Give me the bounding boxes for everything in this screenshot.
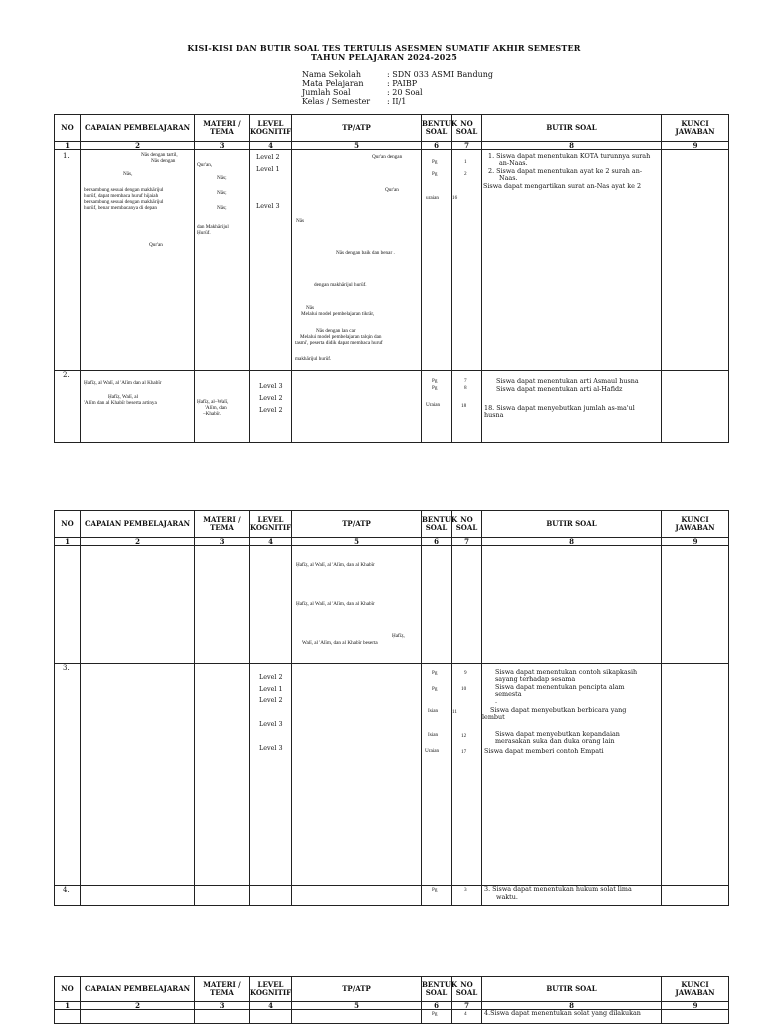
tp-text: makhārijul hurūf. [295,356,332,362]
nosoal-cell [452,546,482,664]
level-cell [250,886,292,906]
level-text: Level 3 [259,744,283,752]
nosoal-text: 11 [452,709,457,715]
butir-text: 1. Siswa dapat menentukan KOTA turunnya surah [488,152,651,160]
header-nosoal: NO SOAL [452,115,482,142]
row-number: 2. [63,371,70,379]
materi-text: Ḥurūf. [197,230,211,236]
column-number: 6 [422,142,452,150]
meta-value: : II/1 [387,97,407,106]
nosoal-text: 12 [461,733,467,739]
meta-label: Jumlah Soal [302,88,351,97]
tp-text: Ḥafīẓ, al Walī, al 'Alīm, dan al Khabīr [296,601,375,607]
bentuk-text: Pg [432,887,438,893]
header-tp: TP/ATP [292,115,422,142]
bentuk-cell [422,886,452,906]
tp-text: Nās dengan baik dan benar . [336,250,395,256]
tp-text: tasmi', peserta didik dapat membaca huruf [295,340,383,346]
nosoal-text: 8 [464,385,467,391]
butir-text: Siswa dapat menentukan arti al-Hafidz [496,385,623,393]
tp-text: Ḥafīẓ, [392,633,405,639]
materi-text: Nās; [217,190,227,196]
column-number: 6 [422,538,452,546]
header-level: LEVEL KOGNITIF [250,115,292,142]
row-number: 1. [63,152,70,160]
row-number: 4. [63,886,70,894]
capaian-cell [81,886,195,906]
row-number-cell [55,371,81,443]
column-number: 7 [452,1002,482,1010]
bentuk-cell [422,664,452,886]
butir-text: 18. Siswa dapat menyebutkan jumlah as-ma'ul [484,404,635,412]
tp-text: Melalui model pembelajaran talqin dan [300,334,382,340]
butir-text: Siswa dapat menyebutkan berbicara yang [490,706,627,714]
butir-cell [482,664,662,886]
materi-text: Ḥafīẓ, al–Walī, [197,399,229,405]
tp-cell [292,371,422,443]
materi-text: dan Makhārijul [197,224,229,230]
column-number: 1 [55,1002,81,1010]
column-number: 7 [452,142,482,150]
row-number-cell [55,546,81,664]
kisi-kisi-table-3 [54,976,729,1024]
tp-text: Nās [306,305,315,311]
bentuk-text: Pg [432,1011,438,1017]
level-cell [250,150,292,371]
nosoal-text: 18 [461,403,467,409]
header-tp: TP/ATP [292,977,422,1002]
tp-text: Qur'an [385,187,399,193]
header-bentuk: BENTUK SOAL [422,977,452,1002]
meta-value: : 20 Soal [387,88,423,97]
nosoal-text: 10 [461,686,467,692]
column-number: 1 [55,142,81,150]
header-materi: MATERI / TEMA [195,511,250,538]
cp-text: Nās dengan [151,158,176,164]
butir-text: an-Naas. [499,159,528,167]
butir-cell [482,1010,662,1024]
table-row [55,886,729,906]
level-cell [250,664,292,886]
column-number: 2 [81,538,195,546]
nosoal-text: 7 [464,378,467,384]
column-number: 9 [662,142,729,150]
row-number: 3. [63,664,70,672]
cp-text: 'Alīm dan al Khabīr beserta artinya [84,400,157,406]
header-bentuk: BENTUK SOAL [422,511,452,538]
level-cell [250,546,292,664]
header-materi: MATERI / TEMA [195,977,250,1002]
tp-text: Melalui model pembelajaran tikrār, [301,311,375,317]
table-row [55,371,729,443]
bentuk-text: Pg [432,171,438,177]
nosoal-text: 3 [464,887,467,893]
header-tp: TP/ATP [292,511,422,538]
materi-cell [195,371,250,443]
butir-cell [482,150,662,371]
bentuk-text: Isian [428,732,439,738]
column-number: 6 [422,1002,452,1010]
cp-text: bersambung sesuai dengan makhārijul [84,199,164,205]
butir-text: semesta [495,690,522,698]
meta-label: Kelas / Semester [302,97,371,106]
butir-text: waktu. [496,893,518,901]
row-number-cell [55,664,81,886]
level-text: Level 2 [259,406,283,414]
butir-text: lembut [482,713,505,721]
header-kunci: KUNCI JAWABAN [662,115,729,142]
tp-text: dengan makhārijul hurūf. [314,282,367,288]
materi-text: –Khabīr. [203,411,222,417]
column-number: 4 [250,142,292,150]
butir-text: Siswa dapat menentukan arti Asmaul husna [496,377,639,385]
column-number: 5 [292,538,422,546]
header-level: LEVEL KOGNITIF [250,511,292,538]
butir-cell [482,886,662,906]
kunci-cell [662,150,729,371]
bentuk-cell [422,546,452,664]
column-number: 5 [292,142,422,150]
tp-text: Nās dengan lan car [316,328,356,334]
kunci-cell [662,546,729,664]
butir-text: 2. Siswa dapat menentukan ayat ke 2 surah an- [488,167,643,175]
nosoal-text: 16 [452,195,458,201]
bentuk-cell [422,371,452,443]
butir-text: 4.Siswa dapat menentukan solat yang dilakukan [484,1009,641,1017]
column-number: 2 [81,142,195,150]
cp-text: Nās dengan tartil, [141,152,178,158]
column-number: 1 [55,538,81,546]
column-number: 4 [250,538,292,546]
capaian-cell [81,371,195,443]
kunci-cell [662,371,729,443]
document-title: KISI-KISI DAN BUTIR SOAL TES TERTULIS ASESMEN SUMATIF AKHIR SEMESTER [187,43,581,53]
butir-text: Siswa dapat menentukan contoh sikapkasih [495,668,638,676]
header-no: NO [55,115,81,142]
cp-text: hurūf, benar membacanya di depan [84,205,158,211]
nosoal-cell [452,886,482,906]
cp-text: bersambung sesuai dengan makhārijul [84,187,164,193]
tp-text: Qur'an dengan [372,154,403,160]
header-level: LEVEL KOGNITIF [250,977,292,1002]
tp-cell [292,150,422,371]
meta-label: Mata Pelajaran [302,79,364,88]
column-number: 8 [482,142,662,150]
nosoal-text: 9 [464,670,467,676]
column-number: 2 [81,1002,195,1010]
document-subtitle: TAHUN PELAJARAN 2024-2025 [310,52,458,62]
meta-label: Nama Sekolah [302,70,362,79]
column-number: 3 [195,142,250,150]
bentuk-text: Uraian [426,402,441,408]
header-butir: BUTIR SOAL [482,977,662,1002]
table-row [55,664,729,886]
level-cell [250,1010,292,1024]
materi-text: Qur'an, [197,162,213,168]
table-row [55,1010,729,1024]
nosoal-text: 17 [461,749,467,755]
tp-cell [292,1010,422,1024]
meta-values [387,70,493,106]
meta-labels [302,70,370,106]
table-row [55,150,729,371]
butir-text: sayang terhadap sesama [495,675,576,683]
level-text: Level 2 [259,673,283,681]
header-materi: MATERI / TEMA [195,115,250,142]
nosoal-cell [452,664,482,886]
tp-text: Nās [296,218,305,224]
butir-text: husna [484,411,504,419]
materi-cell [195,664,250,886]
capaian-cell [81,1010,195,1024]
bentuk-text: Uraian [425,748,440,754]
header-butir: BUTIR SOAL [482,115,662,142]
kunci-cell [662,664,729,886]
column-number: 8 [482,1002,662,1010]
capaian-cell [81,546,195,664]
nosoal-cell [452,1010,482,1024]
cp-text: hurūf, dapat membaca huruf hijaiah [84,193,159,199]
header-butir: BUTIR SOAL [482,511,662,538]
level-text: Level 3 [256,202,280,210]
butir-text: Siswa dapat menentukan pencipta alam [495,683,625,691]
level-text: Level 2 [256,153,280,161]
header-capaian: CAPAIAN PEMBELAJARAN [81,115,195,142]
level-text: Level 2 [259,696,283,704]
kisi-kisi-table-2 [54,510,729,906]
header-kunci: KUNCI JAWABAN [662,511,729,538]
butir-text: Siswa dapat menyebutkan kepandaian [495,730,620,738]
cp-text: Ḥafīẓ, al Walī, al 'Alīm dan al Khabīr [84,380,162,386]
header-bentuk: BENTUK SOAL [422,115,452,142]
table-row [55,546,729,664]
nosoal-cell [452,150,482,371]
level-cell [250,371,292,443]
header-capaian: CAPAIAN PEMBELAJARAN [81,511,195,538]
row-number-cell [55,886,81,906]
bentuk-text: Pg [432,159,438,165]
kunci-cell [662,886,729,906]
tp-cell [292,886,422,906]
nosoal-text: 4 [464,1011,467,1017]
level-text: Level 3 [259,382,283,390]
tp-cell [292,664,422,886]
column-number: 5 [292,1002,422,1010]
header-capaian: CAPAIAN PEMBELAJARAN [81,977,195,1002]
materi-text: 'Alīm, dan [205,405,227,411]
bentuk-text: Pg [432,670,438,676]
tp-cell [292,546,422,664]
header-no: NO [55,511,81,538]
column-number: 8 [482,538,662,546]
row-number-cell [55,150,81,371]
nosoal-text: 2 [464,171,467,177]
butir-text: Naas. [499,174,518,182]
butir-text: Siswa dapat mengartikan surat an-Nas ayat ke 2 [483,182,642,190]
row-number-cell [55,1010,81,1024]
materi-cell [195,886,250,906]
bentuk-text: Pg [432,378,438,384]
nosoal-text: 1 [464,159,467,165]
column-number: 9 [662,538,729,546]
butir-text: . [495,697,498,705]
bentuk-text: uraian [426,195,439,201]
bentuk-text: Pg [432,385,438,391]
header-nosoal: NO SOAL [452,511,482,538]
level-text: Level 1 [256,165,280,173]
bentuk-cell [422,150,452,371]
materi-text: Nās; [217,175,227,181]
column-number: 4 [250,1002,292,1010]
column-number: 3 [195,538,250,546]
materi-text: Nās; [217,205,227,211]
materi-cell [195,546,250,664]
header-no: NO [55,977,81,1002]
capaian-cell [81,150,195,371]
capaian-cell [81,664,195,886]
kisi-kisi-table-1 [54,114,729,443]
level-text: Level 2 [259,394,283,402]
header-nosoal: NO SOAL [452,977,482,1002]
bentuk-text: Isian [428,708,439,714]
bentuk-cell [422,1010,452,1024]
butir-text: merasakan suka dan duka orang lain [495,737,615,745]
butir-cell [482,371,662,443]
column-number: 9 [662,1002,729,1010]
cp-text: Ḥafīẓ, Walī, al [108,394,139,400]
column-number: 7 [452,538,482,546]
cp-text: Nās, [123,171,133,177]
butir-text: 3. Siswa dapat menentukan hukum solat lima [484,885,632,893]
meta-value: : SDN 033 ASMI Bandung [387,70,493,79]
materi-cell [195,150,250,371]
butir-text: Siswa dapat memberi contoh Empati [484,747,604,755]
meta-value: : PAIBP [387,79,418,88]
kunci-cell [662,1010,729,1024]
materi-cell [195,1010,250,1024]
header-kunci: KUNCI JAWABAN [662,977,729,1002]
column-number: 3 [195,1002,250,1010]
tp-text: Walī, al 'Alīm, dan al Khabīr beserta [302,640,378,646]
level-text: Level 1 [259,685,283,693]
cp-text: Qur'an [149,242,163,248]
nosoal-cell [452,371,482,443]
level-text: Level 3 [259,720,283,728]
butir-cell [482,546,662,664]
bentuk-text: Pg [432,686,438,692]
tp-text: Ḥafīẓ, al Walī, al 'Alīm, dan al Khabīr [296,562,375,568]
